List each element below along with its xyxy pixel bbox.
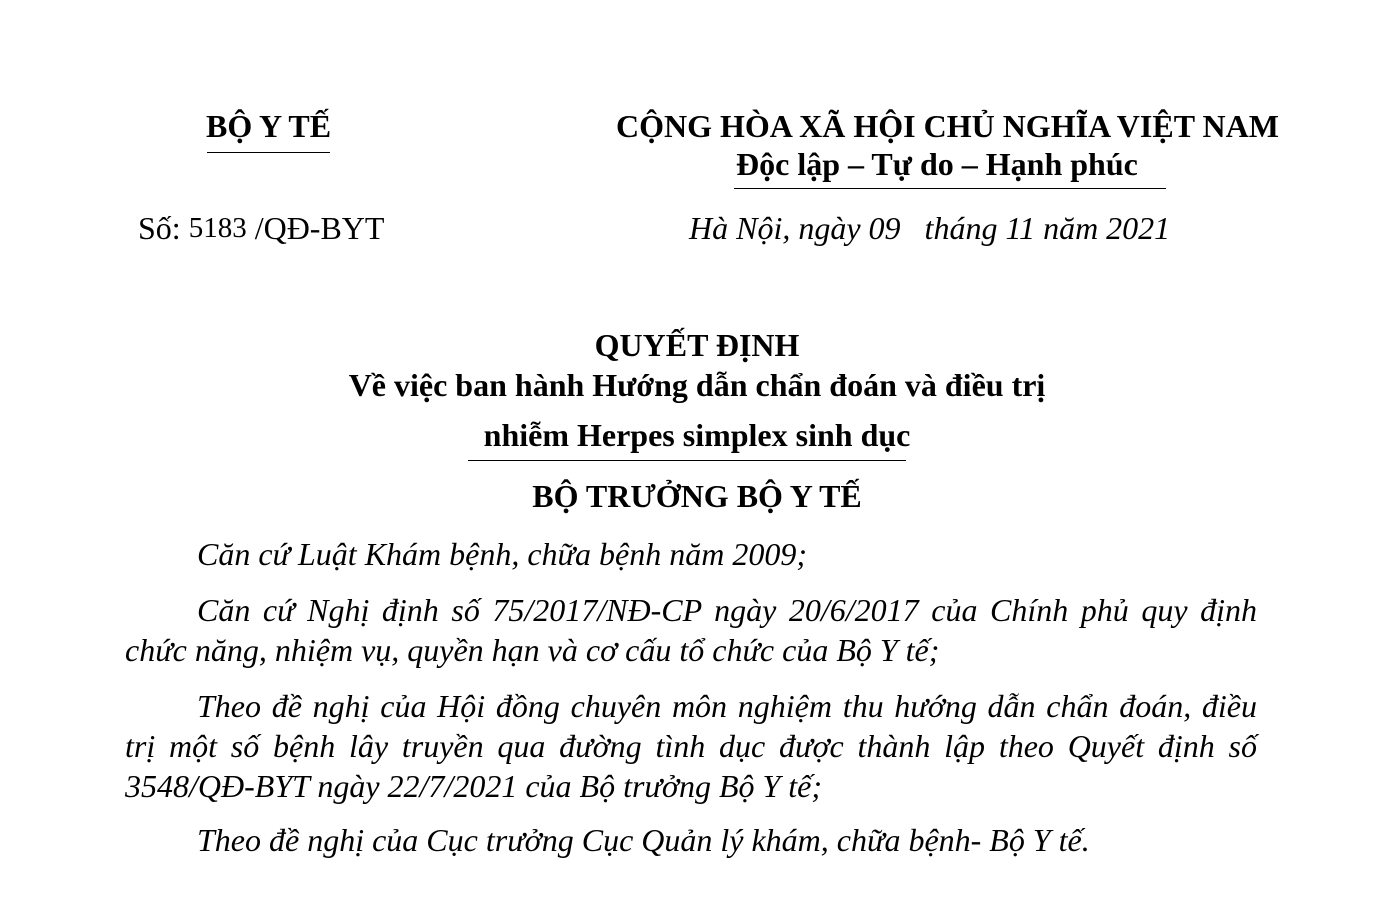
place-and-date: Hà Nội, ngày 09 tháng 11 năm 2021	[689, 210, 1171, 246]
national-motto: Độc lập – Tự do – Hạnh phúc	[736, 146, 1138, 182]
issuing-authority: BỘ TRƯỞNG BỘ Y TẾ	[532, 478, 862, 514]
doc-number-suffix: /QĐ-BYT	[254, 210, 385, 246]
doc-number-value: 5183	[188, 212, 247, 244]
subject-line-1: Về việc ban hành Hướng dẫn chẩn đoán và điều trị	[348, 367, 1046, 403]
agency-underline	[207, 152, 330, 153]
doc-number-prefix: Số:	[138, 210, 181, 246]
subject-underline	[468, 460, 906, 461]
subject-line-2: nhiễm Herpes simplex sinh dục	[483, 417, 911, 453]
national-title: CỘNG HÒA XÃ HỘI CHỦ NGHĨA VIỆT NAM	[616, 108, 1279, 144]
preamble-paragraph: Theo đề nghị của Hội đồng chuyên môn nghiệm thu hướng dẫn chẩn đoán, điều trị một số bệnh lây truyền qua đường tình dục được thành lập theo Quyết định số 3548/QĐ-BYT ngày 22/7/2021 của Bộ trưởng Bộ Y tế;	[125, 688, 1257, 804]
preamble-paragraph: Căn cứ Nghị định số 75/2017/NĐ-CP ngày 20/6/2017 của Chính phủ quy định chức năng, nhiệm vụ, quyền hạn và cơ cấu tổ chức của Bộ Y tế;	[125, 592, 1257, 668]
preamble-paragraph: Theo đề nghị của Cục trưởng Cục Quản lý khám, chữa bệnh- Bộ Y tế.	[197, 822, 1090, 858]
motto-underline	[734, 188, 1166, 189]
document-title: QUYẾT ĐỊNH	[594, 327, 800, 363]
preamble-paragraph: Căn cứ Luật Khám bệnh, chữa bệnh năm 2009;	[197, 536, 807, 572]
issuing-agency: BỘ Y TẾ	[206, 108, 332, 144]
document-number	[138, 210, 384, 247]
